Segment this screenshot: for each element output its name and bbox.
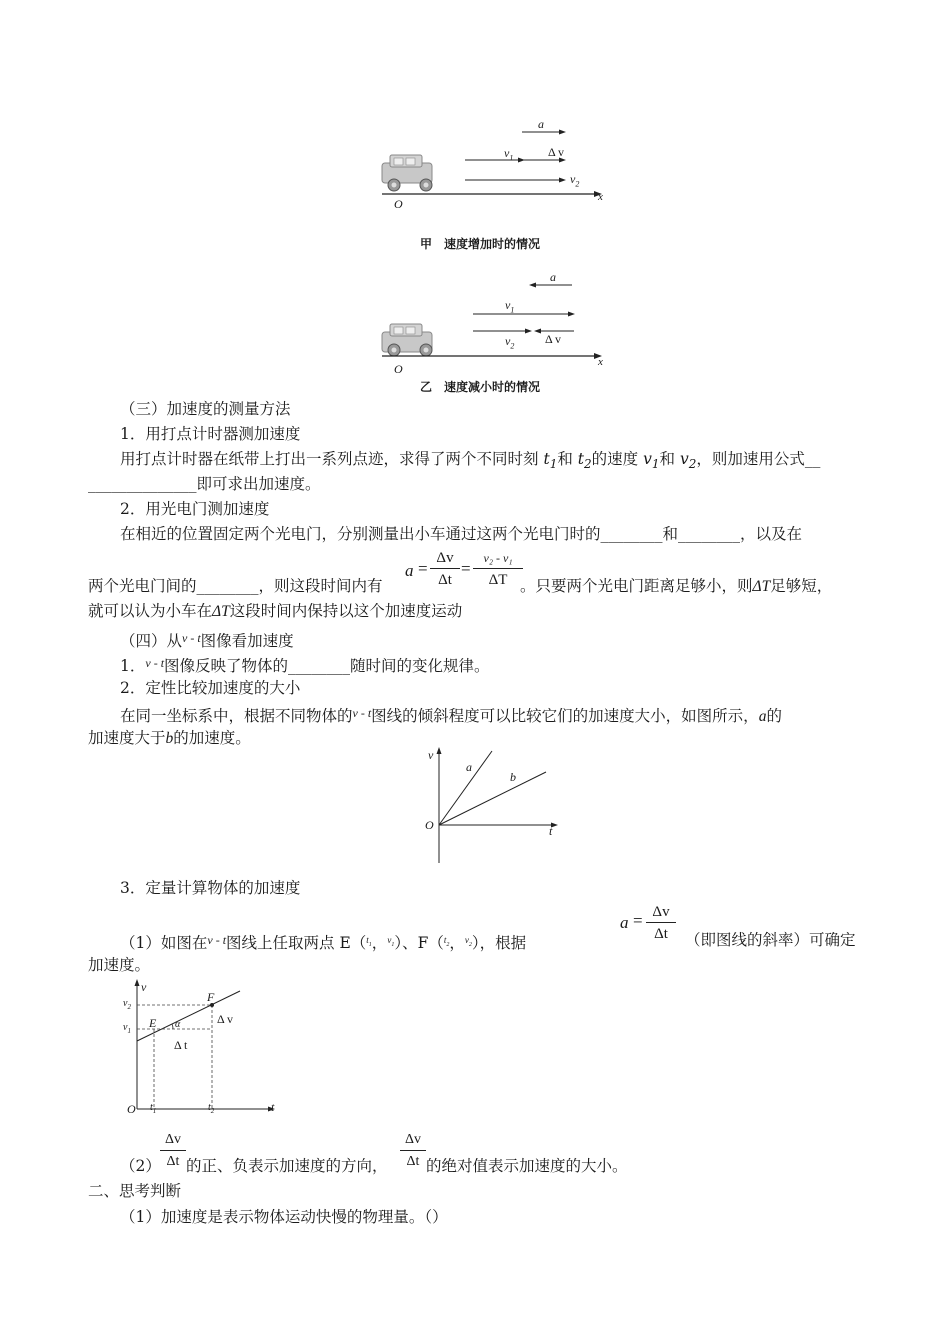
car-icon	[382, 324, 432, 356]
graph-ef-t1-label: $t_1$	[150, 1102, 157, 1115]
graph-ef-alpha-label: α	[175, 1019, 181, 1030]
figure-speed-decrease	[370, 270, 620, 370]
fig1-caption: 甲 速度增加时的情况	[420, 237, 541, 251]
fig2-x-label: x	[598, 356, 603, 368]
fig1-v1-label: $v_1$	[504, 146, 514, 163]
section4-p1-line2: 加速度。	[88, 956, 151, 974]
section3-item2-line1: 在相近的位置固定两个光电门，分别测量出小车通过这两个光电门时的________和________，以及在	[120, 525, 803, 543]
graph-ab-origin-label: O	[425, 818, 434, 832]
graph-ab-v-label: v	[428, 748, 434, 762]
graph-ab-t-label: t	[549, 824, 553, 838]
graph-ef-t-label: t	[271, 1100, 275, 1114]
accel-formula: a = $\frac{\Delta v}{\Delta t}$ = v₂ - v₁ ΔT	[405, 548, 525, 600]
frac-dv-dt-2: $\frac{\Delta v}{\Delta t}$	[400, 1130, 426, 1173]
graph-ef-v2-label: $v_2$	[123, 998, 131, 1011]
graph-ef-E-label: E	[149, 1016, 157, 1030]
section3-item2-title: 2．用光电门测加速度	[120, 500, 270, 518]
section3-item2-line2a: 两个光电门间的________，则这段时间内有	[88, 577, 383, 595]
slope-formula: a = $\frac{\Delta v}{\Delta t}$	[620, 902, 678, 952]
graph-ef-dv-label: Δ v	[217, 1012, 234, 1026]
line-b	[439, 772, 546, 825]
section3-heading: （三）加速度的测量方法	[120, 400, 291, 418]
graph-ab-a-label: a	[466, 760, 472, 774]
section4-p1-line1: （1）如图在$^{v - t}$图线上任取两点 E（$^{t_1}$，$^{v_1}$）、F（$^{t_2}$，$^{v_2}$），根据	[120, 933, 527, 952]
section4-p1-line1-end: （即图线的斜率）可确定	[685, 931, 856, 949]
fig2-caption: 乙 速度减小时的情况	[420, 380, 541, 394]
graph-ef-origin-label: O	[127, 1102, 136, 1116]
section4-p3-prefix: （2）	[120, 1157, 161, 1175]
section4-item2-line2: 加速度大于b的加速度。	[88, 729, 251, 747]
graph-ef-t2-label: $t_2$	[208, 1102, 215, 1115]
fig2-origin-label: O	[394, 362, 403, 376]
car-icon	[382, 155, 432, 191]
fig2-dv-label: Δ v	[545, 332, 562, 346]
section3-item1-line1: 用打点计时器在纸带上打出一系列点迹，求得了两个不同时刻 $t_1$和 $t_2$的速度 $v_1$和 $v_2$，则加速用公式__	[120, 450, 821, 472]
section4-p3-end: 的绝对值表示加速度的大小。	[426, 1157, 628, 1175]
graph-ef-v-label: v	[141, 980, 147, 994]
figure-speed-increase	[370, 110, 620, 210]
vt-graph-ef	[115, 975, 285, 1120]
section4-item1: 1．$^{v - t}$图像反映了物体的________随时间的变化规律。	[120, 656, 490, 675]
section3-item1-title: 1．用打点计时器测加速度	[120, 425, 301, 443]
graph-ab-b-label: b	[510, 770, 516, 784]
fig1-v2-label: $v_2$	[570, 172, 580, 189]
section3-item1-line2: ______________即可求出加速度。	[88, 475, 321, 493]
section3-item2-line3: 就可以认为小车在ΔT这段时间内保持以这个加速度运动	[88, 602, 463, 620]
section4-heading: （四）从$^{v - t}$图像看加速度	[120, 631, 294, 650]
graph-ef-dt-label: Δ t	[174, 1038, 188, 1052]
section3-item2-line2b: 。只要两个光电门距离足够小，则ΔT足够短，	[520, 577, 833, 595]
fig1-a-label: a	[538, 117, 544, 131]
fig1-dv-label: Δ v	[548, 145, 565, 159]
section4-item2-title: 2．定性比较加速度的大小	[120, 679, 301, 697]
section-two-q1: （1）加速度是表示物体运动快慢的物理量。（）	[120, 1208, 448, 1226]
frac-dv-dt-1: $\frac{\Delta v}{\Delta t}$	[160, 1130, 186, 1173]
section4-item3-title: 3．定量计算物体的加速度	[120, 879, 301, 897]
fig2-v1-label: $v_1$	[505, 298, 515, 315]
fig1-origin-label: O	[394, 197, 403, 211]
section-two-heading: 二、思考判断	[88, 1182, 182, 1200]
graph-ef-F-label: F	[207, 990, 215, 1004]
section4-item2-line1: 在同一坐标系中，根据不同物体的$^{v - t}$图线的倾斜程度可以比较它们的加速度大小，如图所示，a的	[120, 706, 782, 725]
fig2-v2-label: $v_2$	[505, 334, 515, 351]
vt-graph-ab	[420, 745, 570, 865]
graph-ef-v1-label: $v_1$	[123, 1022, 131, 1035]
fig2-a-label: a	[550, 270, 556, 284]
section4-p3-mid: 的正、负表示加速度的方向，	[186, 1157, 388, 1175]
fig1-x-label: x	[598, 191, 603, 203]
